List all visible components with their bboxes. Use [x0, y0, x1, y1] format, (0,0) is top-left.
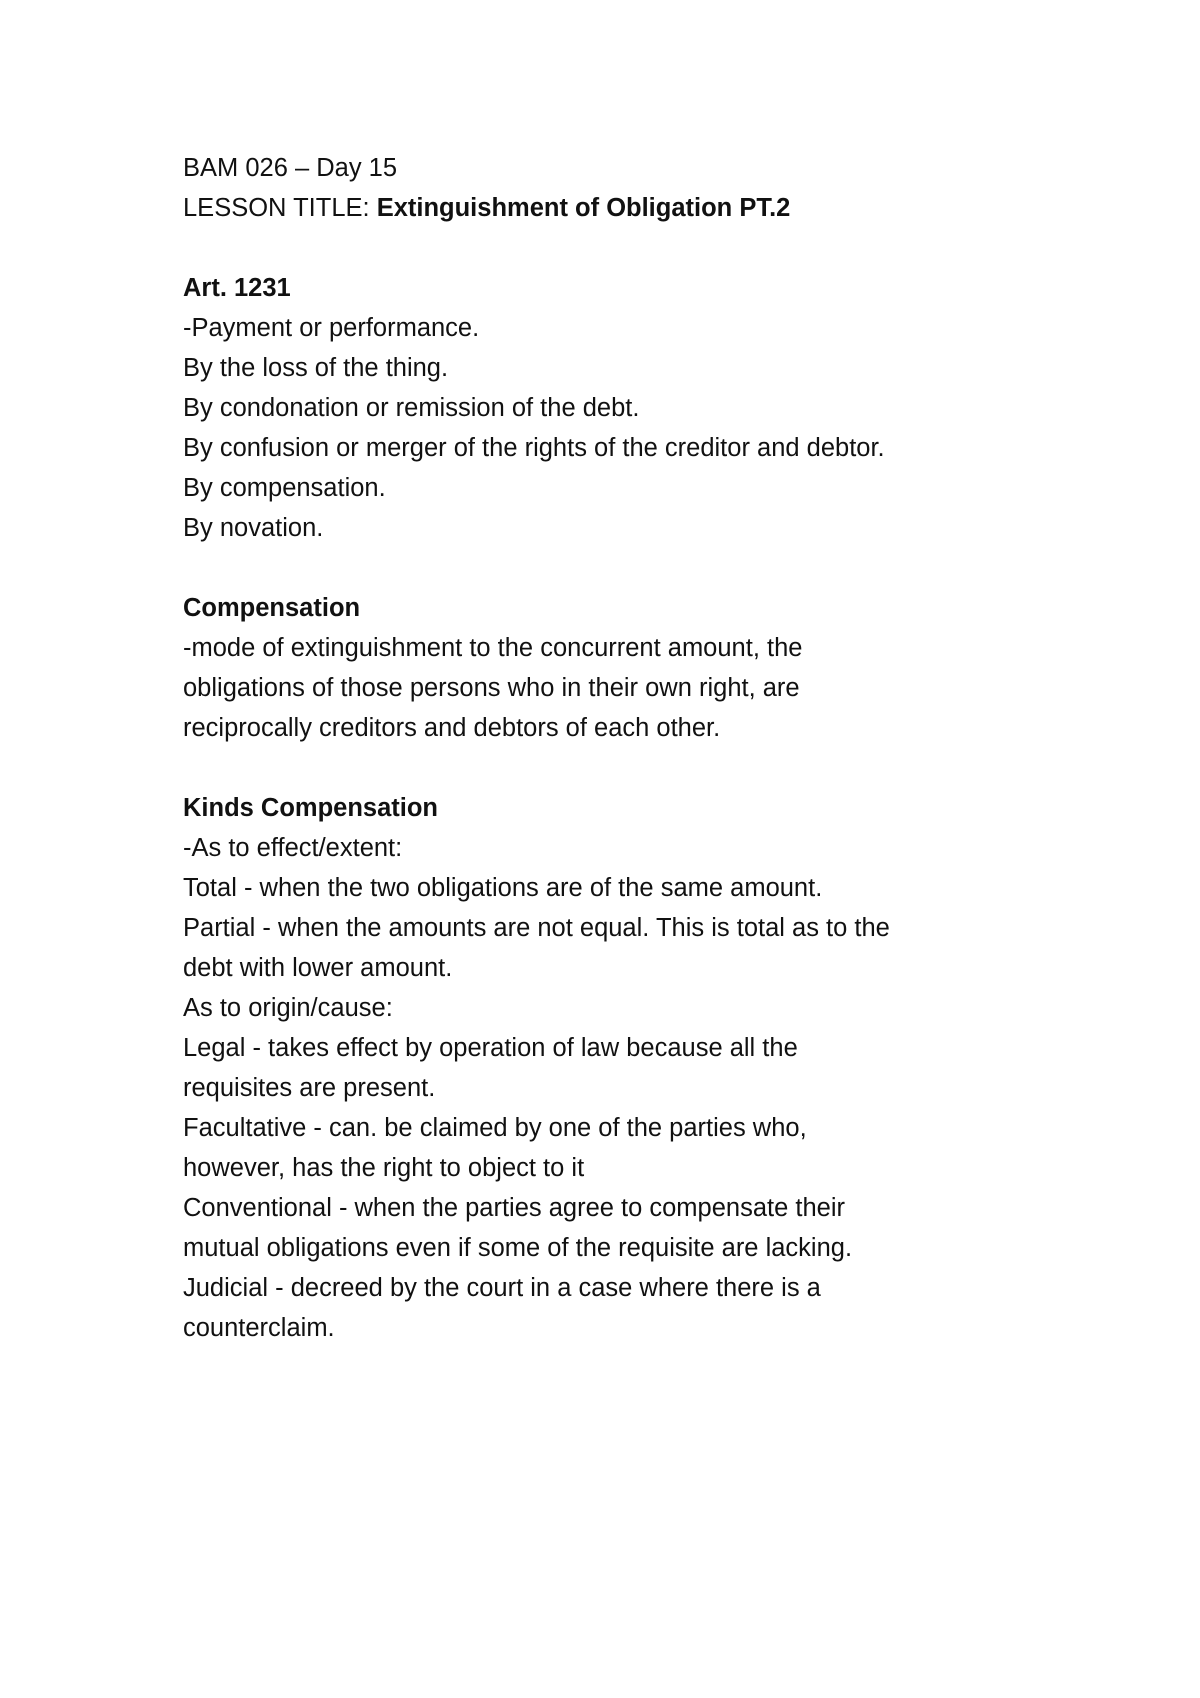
kinds-line: requisites are present. [183, 1074, 436, 1102]
kinds-line: Judicial - decreed by the court in a case where there is a [183, 1274, 821, 1302]
kinds-heading: Kinds Compensation [183, 794, 439, 822]
kinds-line: As to origin/cause: [183, 994, 393, 1022]
lesson-title-label: LESSON TITLE: [183, 194, 370, 222]
kinds-line: Total - when the two obligations are of the same amount. [183, 874, 823, 902]
spacer [183, 228, 1083, 268]
kinds-line: Partial - when the amounts are not equal. This is total as to the [183, 914, 890, 942]
spacer [183, 748, 1083, 788]
compensation-line: obligations of those persons who in their own right, are [183, 674, 800, 702]
document-page [183, 148, 1083, 1348]
compensation-line: -mode of extinguishment to the concurrent amount, the [183, 634, 803, 662]
kinds-line: mutual obligations even if some of the requisite are lacking. [183, 1234, 853, 1262]
article-heading: Art. 1231 [183, 274, 291, 302]
article-line: By compensation. [183, 474, 386, 502]
article-line: By the loss of the thing. [183, 354, 449, 382]
lesson-title-line [183, 188, 1083, 228]
compensation-line: reciprocally creditors and debtors of each other. [183, 714, 721, 742]
spacer [183, 548, 1083, 588]
kinds-line: Facultative - can. be claimed by one of the parties who, [183, 1114, 807, 1142]
article-line: By condonation or remission of the debt. [183, 394, 640, 422]
kinds-line: -As to effect/extent: [183, 834, 403, 862]
article-line: By novation. [183, 514, 324, 542]
article-line: -Payment or performance. [183, 314, 480, 342]
compensation-heading: Compensation [183, 594, 361, 622]
kinds-line: debt with lower amount. [183, 954, 453, 982]
article-line: By confusion or merger of the rights of the creditor and debtor. [183, 434, 885, 462]
lesson-title: Extinguishment of Obligation PT.2 [376, 194, 791, 222]
kinds-line: Conventional - when the parties agree to compensate their [183, 1194, 845, 1222]
course-line: BAM 026 – Day 15 [183, 154, 398, 182]
kinds-line: however, has the right to object to it [183, 1154, 585, 1182]
kinds-line: Legal - takes effect by operation of law because all the [183, 1034, 798, 1062]
kinds-line: counterclaim. [183, 1314, 335, 1342]
